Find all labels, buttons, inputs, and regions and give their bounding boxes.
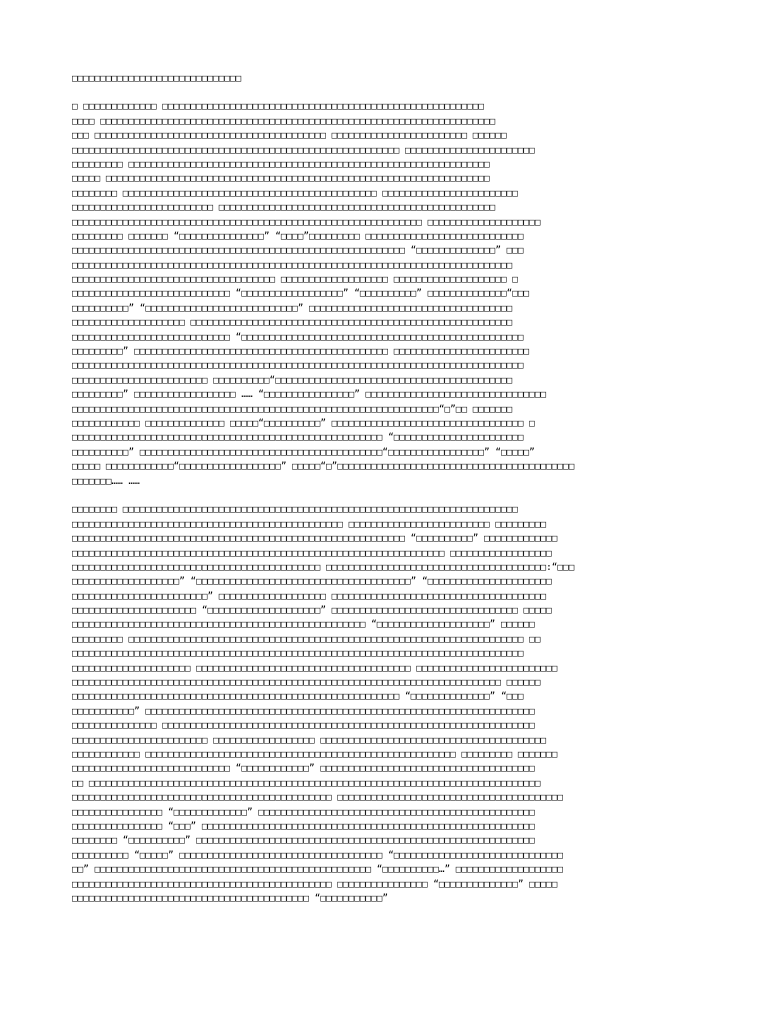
- text-line: □□□□□□□□□□□□□□□□ “□□□□□□□□□□□□□” □□□□□□□□□□□□□□□□□□□□□□□□□□□□□□□□□□□□□□□□□□□□□□□□□: [72, 806, 535, 818]
- text-line: □□□□□□□□□□□□□□□□□□□□□□□□□□□□□□□□□□□□□□□□□□□□□□□□□□□□□□□□□□□□□□□□□□□□□□□□□□□□□□: [72, 259, 513, 271]
- text-line: □□□□□ □□□□□□□□□□□□“□□□□□□□□□□□□□□□□□□” □□□□□“□”□□□□□□□□□□□□□□□□□□□□□□□□□□□□□□□□□□□□□□□□□□: [72, 461, 575, 473]
- text-line: □□□□□□□□□□□□□□□□□□□□□□□□□□□□ “□□□□□□□□□□□□□□□□□□□□□□□□□□□□□□□□□□□□□□□□□□□□□□□□□□: [72, 331, 524, 343]
- document-heading: □□□□□□□□□□□□□□□□□□□□□□□□□□□□□□: [72, 73, 242, 84]
- text-line: □□□□□□□□□□□□□□□□□□□□□□□□□□□□□□□□□□□□ □□□□□□□□□□□□□□□□□□□ □□□□□□□□□□□□□□□□□□□□ □: [72, 274, 518, 286]
- text-line: □□□□□□□□□□□□□□□□□□□□□□□□□□□□□□□□□□□□□□□□□□□□ □□□□□□□□□□□□□□□□□□□□□□□□□□□□□□□□□□□□□□□:“□□□: [72, 561, 575, 573]
- text-line: □□□□□□□□□□□□□□□□□□□□□□□□□□□□□□□□□□□□□□□□□□□□□□□□ □□□□□□□□□□□□□□□□□□□□□□□□□ □□□□□□□□□: [72, 518, 547, 530]
- text-line: □□□ □□□□□□□□□□□□□□□□□□□□□□□□□□□□□□□□□□□□□□□□□ □□□□□□□□□□□□□□□□□□□□□□□□ □□□□□□: [72, 130, 507, 142]
- text-line: □□□□□□□□□□□□ □□□□□□□□□□□□□□□□□□□□□□□□□□□□□□□□□□□□□□□□□□□□□□□□□□□□□□□ □□□□□□□□□ □□□□□□□: [72, 748, 558, 760]
- text-line: □ □□□□□□□□□□□□□ □□□□□□□□□□□□□□□□□□□□□□□□□□□□□□□□□□□□□□□□□□□□□□□□□□□□□□□□□: [72, 101, 485, 113]
- text-line: □□□□□□□□□□□□□□□□□□□□□□□□□□□□□□□□□□□□□□□□□□□□□□□□□□□□□□□□□□□□□□ □□□□□□□□□□□□□□□□□□□□: [72, 216, 541, 228]
- document-body: [72, 100, 704, 906]
- text-line: □□□□□□□□□□□□□□□□□□□□ □□□□□□□□□□□□□□□□□□□□□□□□□□□□□□□□□□□□□□□□□□□□□□□□□□□□□□□□□: [72, 317, 513, 329]
- text-line: □□□□□□□□□□□□ □□□□□□□□□□□□□□ □□□□□“□□□□□□□□□□” □□□□□□□□□□□□□□□□□□□□□□□□□□□□□□□□□□ □: [72, 418, 535, 429]
- text-line: □□□□□□□□□□□□□□□□□□□□□ □□□□□□□□□□□□□□□□□□□□□□□□□□□□□□□□□□□□□□ □□□□□□□□□□□□□□□□□□□□□□□□□: [72, 662, 558, 674]
- text-line: □□□□□□□□□□□□□□□□□□□□□□□□ □□□□□□□□□□“□□□□□□□□□□□□□□□□□□□□□□□□□□□□□□□□□□□□□□□□□□: [72, 374, 513, 386]
- text-line: □□□□□□□□□□□□□□□□□□□□□□□□□□□□□□□□□□□□□□□□□□□□□□□□□□□□□□□□□□□□□□□□□□ □□□□□□□□□□□□□□□□□□: [72, 547, 552, 559]
- text-line: □□□□□□□□□□□□□□□□□□□□□□□□□□□□□□□□□□□□□□□□□□□□□□□□□□□□□□□□□□□ “□□□□□□□□□□□□□□” □□□: [72, 245, 524, 257]
- text-line: □□□□□□□□□ □□□□□□□□□□□□□□□□□□□□□□□□□□□□□□□□□□□□□□□□□□□□□□□□□□□□□□□□□□□□□□□□: [72, 158, 490, 170]
- text-line: □□□□□□□□□□ “□□□□□” □□□□□□□□□□□□□□□□□□□□□□□□□□□□□□□□□□□□ “□□□□□□□□□□□□□□□□□□□□□□□□□□□□□□: [72, 849, 564, 861]
- text-line: □□□□□□□□□□□□□□□□□□□□□□□□□ □□□□□□□□□□□□□□□□□□□□□□□□□□□□□□□□□□□□□□□□□□□□□□□□□: [72, 202, 496, 214]
- text-line: □□□□□□□□□□□□□□□□□□□□□□□□□□□□□□□□□□□□□□□□□□□□□□□□□□□□□□□□□□ “□□□□□□□□□□□□□□” “□□□: [72, 691, 524, 703]
- text-line: □□□□□□□□□□□□□□□□□□□□□□□□□□□□□□□□□□□□□□□□□□□□□□□□□□□□□□□□□□□□□□□□□□□□□□□□□□□□□□□□: [72, 360, 524, 372]
- text-line: □□□□□□□□ □□□□□□□□□□□□□□□□□□□□□□□□□□□□□□□□□□□□□□□□□□□□□□□□□□□□□□□□□□□□□□□□□□□□□□: [72, 504, 518, 516]
- text-line: □□□□□□□…… ……: [72, 475, 140, 487]
- text-line: □□□□□□□□□□” “□□□□□□□□□□□□□□□□□□□□□□□□□□□” □□□□□□□□□□□□□□□□□□□□□□□□□□□□□□□□□□□□: [72, 302, 513, 314]
- text-line: □□□□□□□□□□□□□□□□□□□□□□□□” □□□□□□□□□□□□□□□□□□□ □□□□□□□□□□□□□□□□□□□□□□□□□□□□□□□□□□□□□□: [72, 590, 547, 602]
- text-line: □□□□□□□□□ □□□□□□□ “□□□□□□□□□□□□□□□” “□□□□”□□□□□□□□□ □□□□□□□□□□□□□□□□□□□□□□□□□□□□: [72, 230, 524, 242]
- text-line: □□□□ □□□□□□□□□□□□□□□□□□□□□□□□□□□□□□□□□□□□□□□□□□□□□□□□□□□□□□□□□□□□□□□□□□□□□□: [72, 115, 496, 127]
- document-page: [72, 72, 704, 921]
- paragraph: [72, 503, 704, 906]
- text-line: □□□□□□□□□□□□□□□□□□□□□□□□□□□□□□□□□□□□□□□□□□□□□□□□□□□□□□□ “□□□□□□□□□□□□□□□□□□□□□□□: [72, 432, 524, 444]
- text-line: □□□□□□□□□” □□□□□□□□□□□□□□□□□□ …… “□□□□□□□□□□□□□□□□” □□□□□□□□□□□□□□□□□□□□□□□□□□□□□□□□: [72, 389, 547, 401]
- text-line: □□□□□□□□□□□□□□□□□□□□□□□□□□□□ “□□□□□□□□□□□□□□□□□□” “□□□□□□□□□□” □□□□□□□□□□□□□□“□□□: [72, 288, 530, 300]
- text-line: □□□□□□□□□□□□□□□□□□□□□□□□□□□□□□□□□□□□□□□□□□ “□□□□□□□□□□□”: [72, 892, 389, 904]
- text-line: □□□□□□□□ □□□□□□□□□□□□□□□□□□□□□□□□□□□□□□□□□□□□□□□□□□□□□ □□□□□□□□□□□□□□□□□□□□□□□□: [72, 187, 518, 199]
- text-line: □□□□□□□□□□□□□□□□□□□□□□□□□□□□□□□□□□□□□□□□□□□□□□□□□□□□□□□□□□□ “□□□□□□□□□□” □□□□□□□□□□□□□: [72, 533, 558, 545]
- text-line: □□□□□□□□□□□□□□□□□□□□□□□□ □□□□□□□□□□□□□□□□□□ □□□□□□□□□□□□□□□□□□□□□□□□□□□□□□□□□□□□□□□□: [72, 734, 547, 746]
- text-line: □□□□□□□□□□” □□□□□□□□□□□□□□□□□□□□□□□□□□□□□□□□□□□□□□□□□□□“□□□□□□□□□□□□□□□□□” “□□□□□”: [72, 446, 535, 458]
- text-line: □□□□□□□□ “□□□□□□□□□□” □□□□□□□□□□□□□□□□□□□□□□□□□□□□□□□□□□□□□□□□□□□□□□□□□□□□□□□□□□□□: [72, 835, 535, 847]
- text-line: □□” □□□□□□□□□□□□□□□□□□□□□□□□□□□□□□□□□□□□□□□□□□□□□□□□□ “□□□□□□□□□□…” □□□□□□□□□□□□□□□□□□□: [72, 864, 564, 876]
- text-line: □□□□□□□□□□□□□□□ □□□□□□□□□□□□□□□□□□□□□□□□□□□□□□□□□□□□□□□□□□□□□□□□□□□□□□□□□□□□□□□□□□: [72, 720, 535, 732]
- text-line: □□□□□□□□□□□□□□□□□□□□□□□□□□□□□□□□□□□□□□□□□□□□□□□□□□□□□□□□□□□□□□□□□□□□□□□□□□□□□□□□: [72, 648, 524, 660]
- text-line: □□□□□□□□□□□□□□□□□□□□□□□□□□□□□□□□□□□□□□□□□□□□□□□□□□□□□□□□□□ □□□□□□□□□□□□□□□□□□□□□□□: [72, 144, 535, 156]
- text-line: □□ □□□□□□□□□□□□□□□□□□□□□□□□□□□□□□□□□□□□□□□□□□□□□□□□□□□□□□□□□□□□□□□□□□□□□□□□□□□□□□□□: [72, 777, 541, 789]
- text-line: □□□□□□□□□□□□□□□□□□□” “□□□□□□□□□□□□□□□□□□□□□□□□□□□□□□□□□□□□□□” “□□□□□□□□□□□□□□□□□□□□□□: [72, 576, 552, 588]
- text-line: □□□□□□□□□ □□□□□□□□□□□□□□□□□□□□□□□□□□□□□□□□□□□□□□□□□□□□□□□□□□□□□□□□□□□□□□□□□□□□□□ □□: [72, 633, 541, 645]
- text-line: □□□□□□□□□” □□□□□□□□□□□□□□□□□□□□□□□□□□□□□□□□□□□□□□□□□□□□□ □□□□□□□□□□□□□□□□□□□□□□□□: [72, 346, 530, 358]
- text-line: □□□□□□□□□□□” □□□□□□□□□□□□□□□□□□□□□□□□□□□□□□□□□□□□□□□□□□□□□□□□□□□□□□□□□□□□□□□□□□□□□: [72, 705, 535, 717]
- text-line: □□□□□ □□□□□□□□□□□□□□□□□□□□□□□□□□□□□□□□□□□□□□□□□□□□□□□□□□□□□□□□□□□□□□□□□□□□: [72, 173, 490, 185]
- text-line: □□□□□□□□□□□□□□□□□□□□□□□□□□□□ “□□□□□□□□□□□□” □□□□□□□□□□□□□□□□□□□□□□□□□□□□□□□□□□□□□□: [72, 763, 535, 775]
- text-line: □□□□□□□□□□□□□□□□□□□□□□□□□□□□□□□□□□□□□□□□□□□□□□ □□□□□□□□□□□□□□□□ “□□□□□□□□□□□□□□” □□□□□: [72, 878, 558, 890]
- text-line: □□□□□□□□□□□□□□□□□□□□□□□□□□□□□□□□□□□□□□□□□□□□□□ □□□□□□□□□□□□□□□□□□□□□□□□□□□□□□□□□□□□□□□□: [72, 792, 564, 804]
- paragraph: [72, 100, 704, 489]
- text-line: □□□□□□□□□□□□□□□□ “□□□” □□□□□□□□□□□□□□□□□□□□□□□□□□□□□□□□□□□□□□□□□□□□□□□□□□□□□□□□□□□: [72, 820, 535, 832]
- text-line: □□□□□□□□□□□□□□□□□□□□□□□□□□□□□□□□□□□□□□□□□□□□□□□□□□□□□□□□□□□□□□□□□□□□□□□□□□□□ □□□□□□: [72, 677, 541, 689]
- text-line: □□□□□□□□□□□□□□□□□□□□□□□□□□□□□□□□□□□□□□□□□□□□□□□□□□□□ “□□□□□□□□□□□□□□□□□□□□” □□□□□□: [72, 619, 535, 631]
- text-line: □□□□□□□□□□□□□□□□□□□□□□□□□□□□□□□□□□□□□□□□□□□□□□□□□□□□□□□□□□□□□□□□□“□”□□ □□□□□□□: [72, 403, 513, 415]
- text-line: □□□□□□□□□□□□□□□□□□□□□□ “□□□□□□□□□□□□□□□□□□□□” □□□□□□□□□□□□□□□□□□□□□□□□□□□□□□□□□ □□□□□: [72, 605, 552, 617]
